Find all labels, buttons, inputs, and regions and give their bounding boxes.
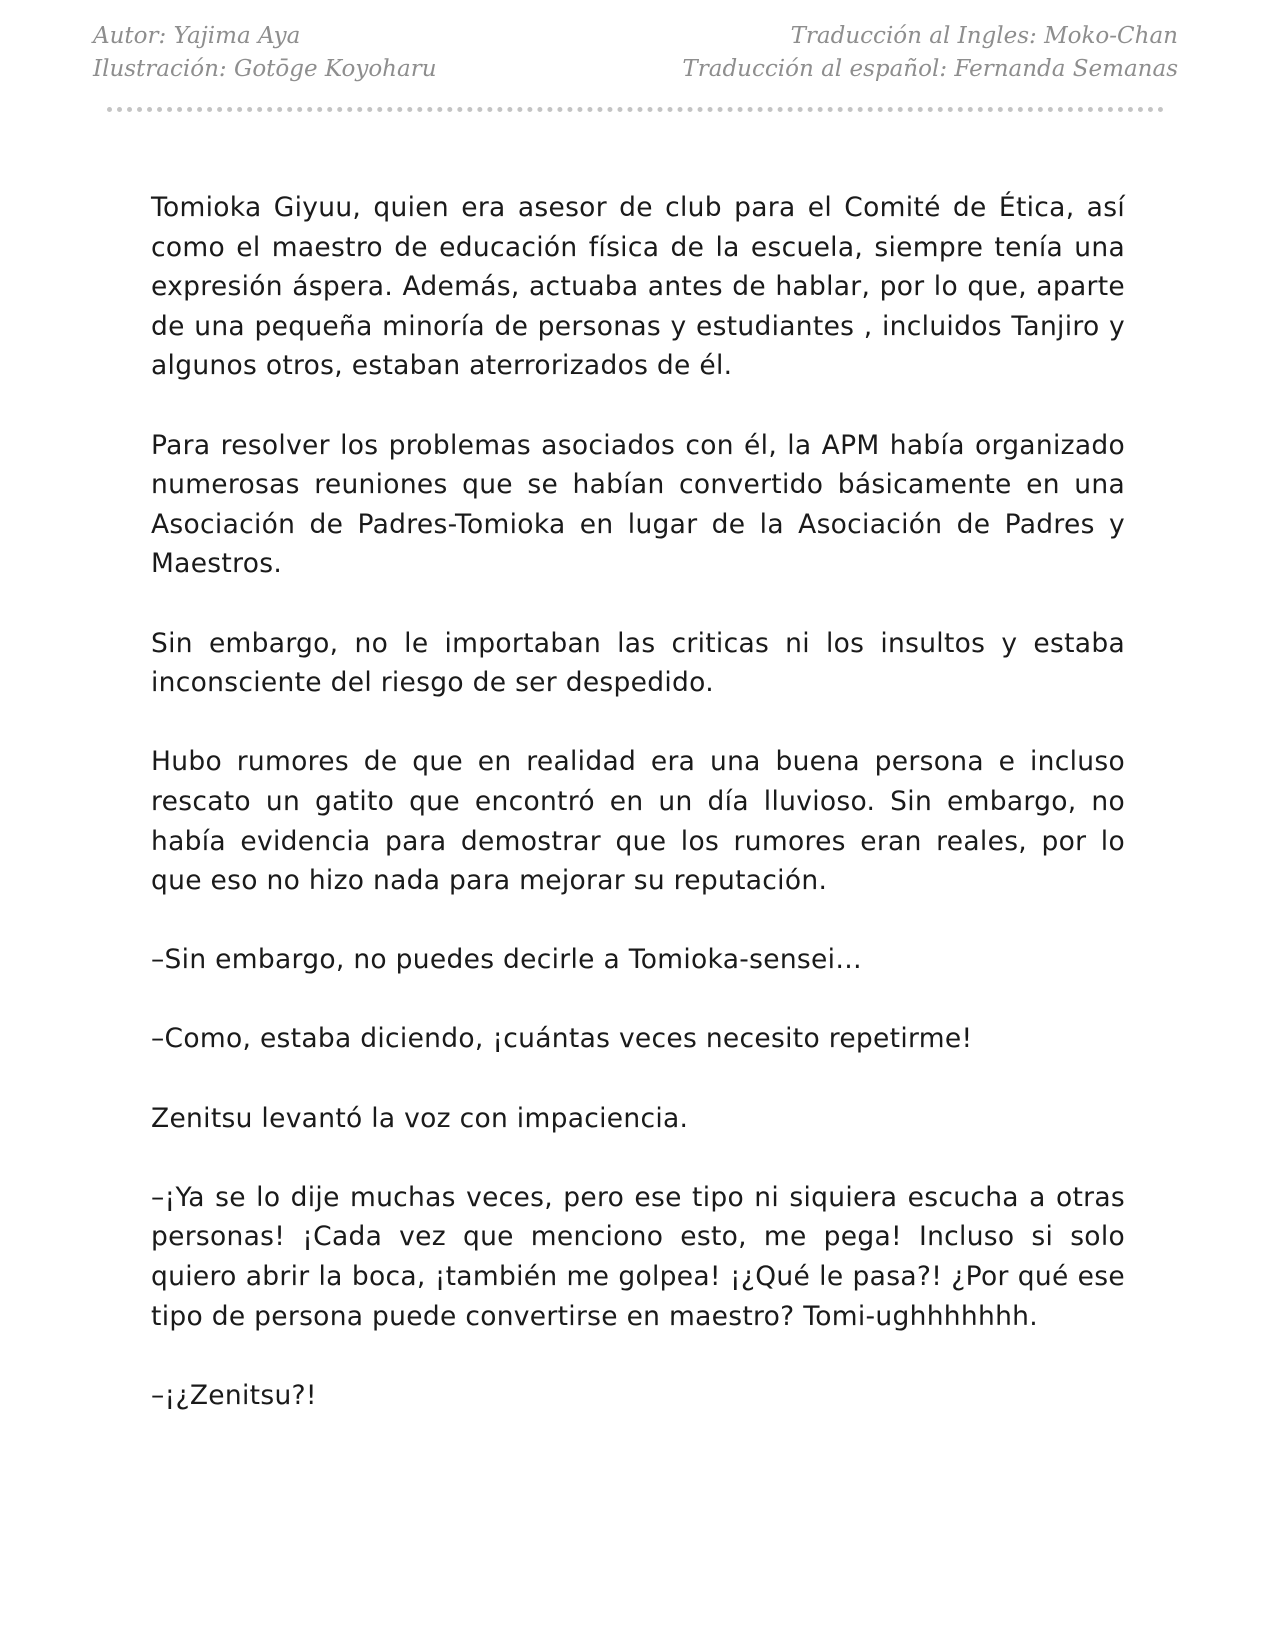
- dialogue-line: –¡Ya se lo dije muchas veces, pero ese tipo ni siquiera escucha a otras personas! ¡Cada vez que menciono esto, me pega! Incluso si solo quiero abrir la boca, ¡también me golpea! ¡¿Qué le pasa?! ¿Por qué ese tipo de persona puede convertirse en maestro? Tomi-ughhhhhhh.: [151, 1181, 1125, 1332]
- header-divider: [107, 107, 1164, 112]
- spanish-translation-credit: Traducción al español: Fernanda Semanas: [682, 56, 1178, 82]
- dialogue-line: –Sin embargo, no puedes decirle a Tomioka-sensei…: [151, 944, 863, 976]
- author-credit: Autor: Yajima Aya: [93, 23, 301, 49]
- paragraph: Tomioka Giyuu, quien era asesor de club para el Comité de Ética, así como el maestro de educación física de la escuela, siempre tenía una expresión áspera. Además, actuaba antes de hablar, por lo que, aparte de una pequeña minoría de personas y estudiantes , incluidos Tanjiro y algunos otros, estaban aterrorizados de él.: [151, 192, 1125, 382]
- paragraph: Zenitsu levantó la voz con impaciencia.: [151, 1102, 689, 1134]
- dialogue-line: –¡¿Zenitsu?!: [151, 1379, 317, 1411]
- paragraph: Para resolver los problemas asociados con él, la APM había organizado numerosas reuniones que se habían convertido básicamente en una Asociación de Padres-Tomioka en lugar de la Asociación de Padres y Maestros.: [151, 429, 1125, 580]
- header-credits-right: [682, 20, 1178, 86]
- header-credits-left: [93, 20, 437, 86]
- english-translation-credit: Traducción al Ingles: Moko-Chan: [790, 23, 1178, 49]
- document-body: [151, 188, 1125, 1455]
- dialogue-line: –Como, estaba diciendo, ¡cuántas veces necesito repetirme!: [151, 1023, 973, 1055]
- illustration-credit: Ilustración: Gotōge Koyoharu: [93, 56, 437, 82]
- paragraph: Hubo rumores de que en realidad era una buena persona e incluso rescato un gatito que encontró en un día lluvioso. Sin embargo, no había evidencia para demostrar que los rumores eran reales, por lo que eso no hizo nada para mejorar su reputación.: [151, 746, 1125, 897]
- page-header: [93, 20, 1178, 90]
- paragraph: Sin embargo, no le importaban las criticas ni los insultos y estaba inconsciente del riesgo de ser despedido.: [151, 627, 1125, 699]
